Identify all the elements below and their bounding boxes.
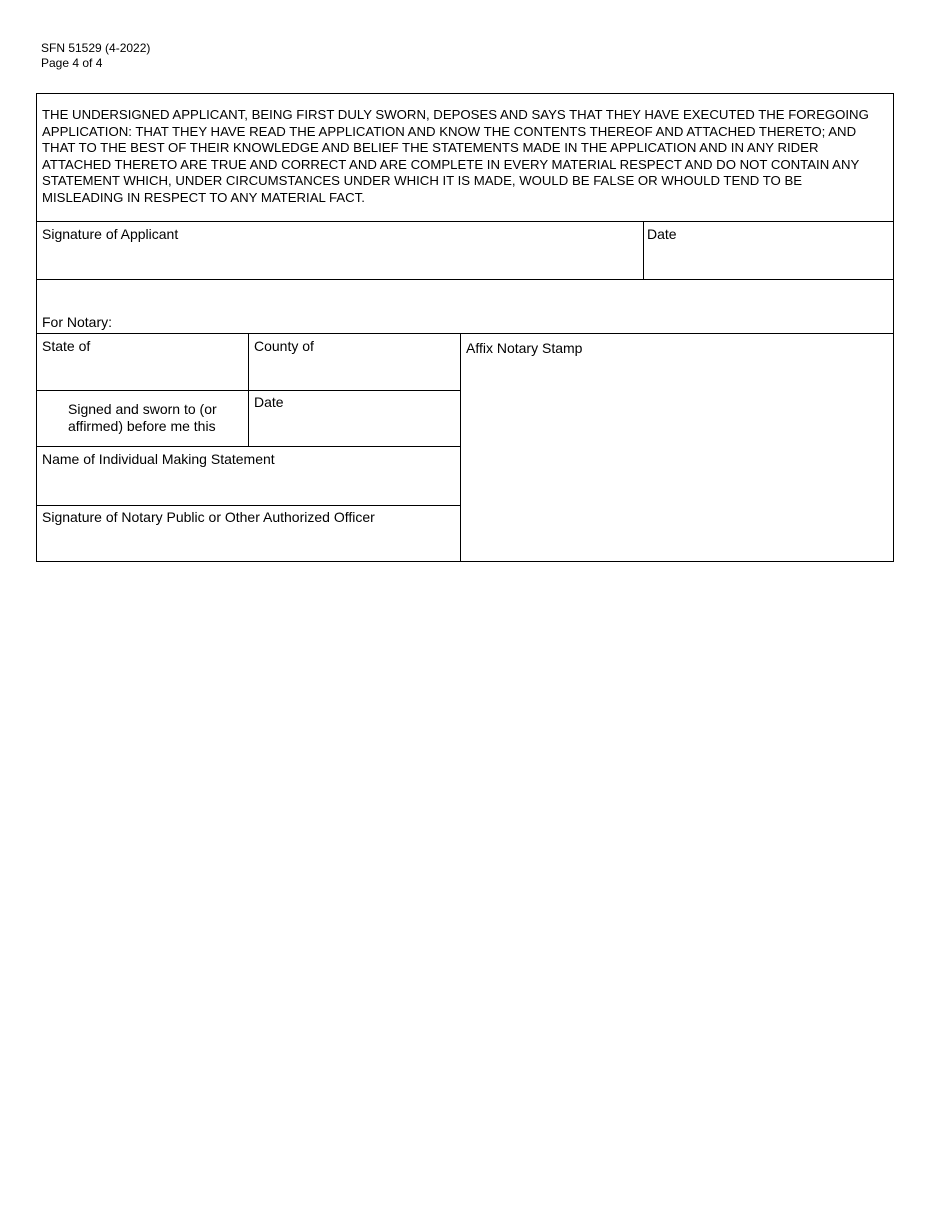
notary-signature-label: Signature of Notary Public or Other Authorized Officer xyxy=(42,509,375,525)
page-number: Page 4 of 4 xyxy=(41,56,103,70)
applicant-date-label: Date xyxy=(647,226,677,242)
for-notary-label: For Notary: xyxy=(42,314,113,330)
individual-name-label: Name of Individual Making Statement xyxy=(42,451,275,467)
state-label: State of xyxy=(42,338,91,354)
applicant-date-field[interactable] xyxy=(644,222,893,280)
individual-name-field[interactable] xyxy=(37,447,461,506)
notary-stamp-label: Affix Notary Stamp xyxy=(466,340,583,356)
form-number: SFN 51529 (4-2022) xyxy=(41,41,151,55)
notary-date-field[interactable] xyxy=(249,391,461,447)
applicant-signature-label: Signature of Applicant xyxy=(42,226,179,242)
notary-form xyxy=(36,93,894,562)
form-header xyxy=(41,41,150,71)
notary-signature-field[interactable] xyxy=(37,506,461,562)
county-label: County of xyxy=(254,338,314,354)
notary-stamp-area xyxy=(461,334,893,562)
applicant-signature-field[interactable] xyxy=(37,222,644,280)
state-field[interactable] xyxy=(37,334,249,391)
notary-date-label: Date xyxy=(254,394,284,410)
sworn-label: Signed and sworn to (or affirmed) before me this xyxy=(68,401,217,434)
oath-statement: THE UNDERSIGNED APPLICANT, BEING FIRST DULY SWORN, DEPOSES AND SAYS THAT THEY HAVE EXECUTED THE FOREGOING APPLICATION: THAT THEY HAVE READ THE APPLICATION AND KNOW THE CONTENTS THEREOF AND ATTACHED THERETO; AND THAT TO THE BEST OF THEIR KNOWLEDGE AND BELIEF THE STATEMENTS MADE IN THE APPLICATION AND IN ANY RIDER ATTACHED THERETO ARE TRUE AND CORRECT AND ARE COMPLETE IN EVERY MATERIAL RESPECT AND DO NOT CONTAIN ANY STATEMENT WHICH, UNDER CIRCUMSTANCES UNDER WHICH IT IS MADE, WOULD BE FALSE OR WHOULD TEND TO BE MISLEADING IN RESPECT TO ANY MATERIAL FACT. xyxy=(37,94,893,222)
for-notary-section xyxy=(37,280,893,334)
county-field[interactable] xyxy=(249,334,461,391)
sworn-statement-cell xyxy=(37,391,249,447)
